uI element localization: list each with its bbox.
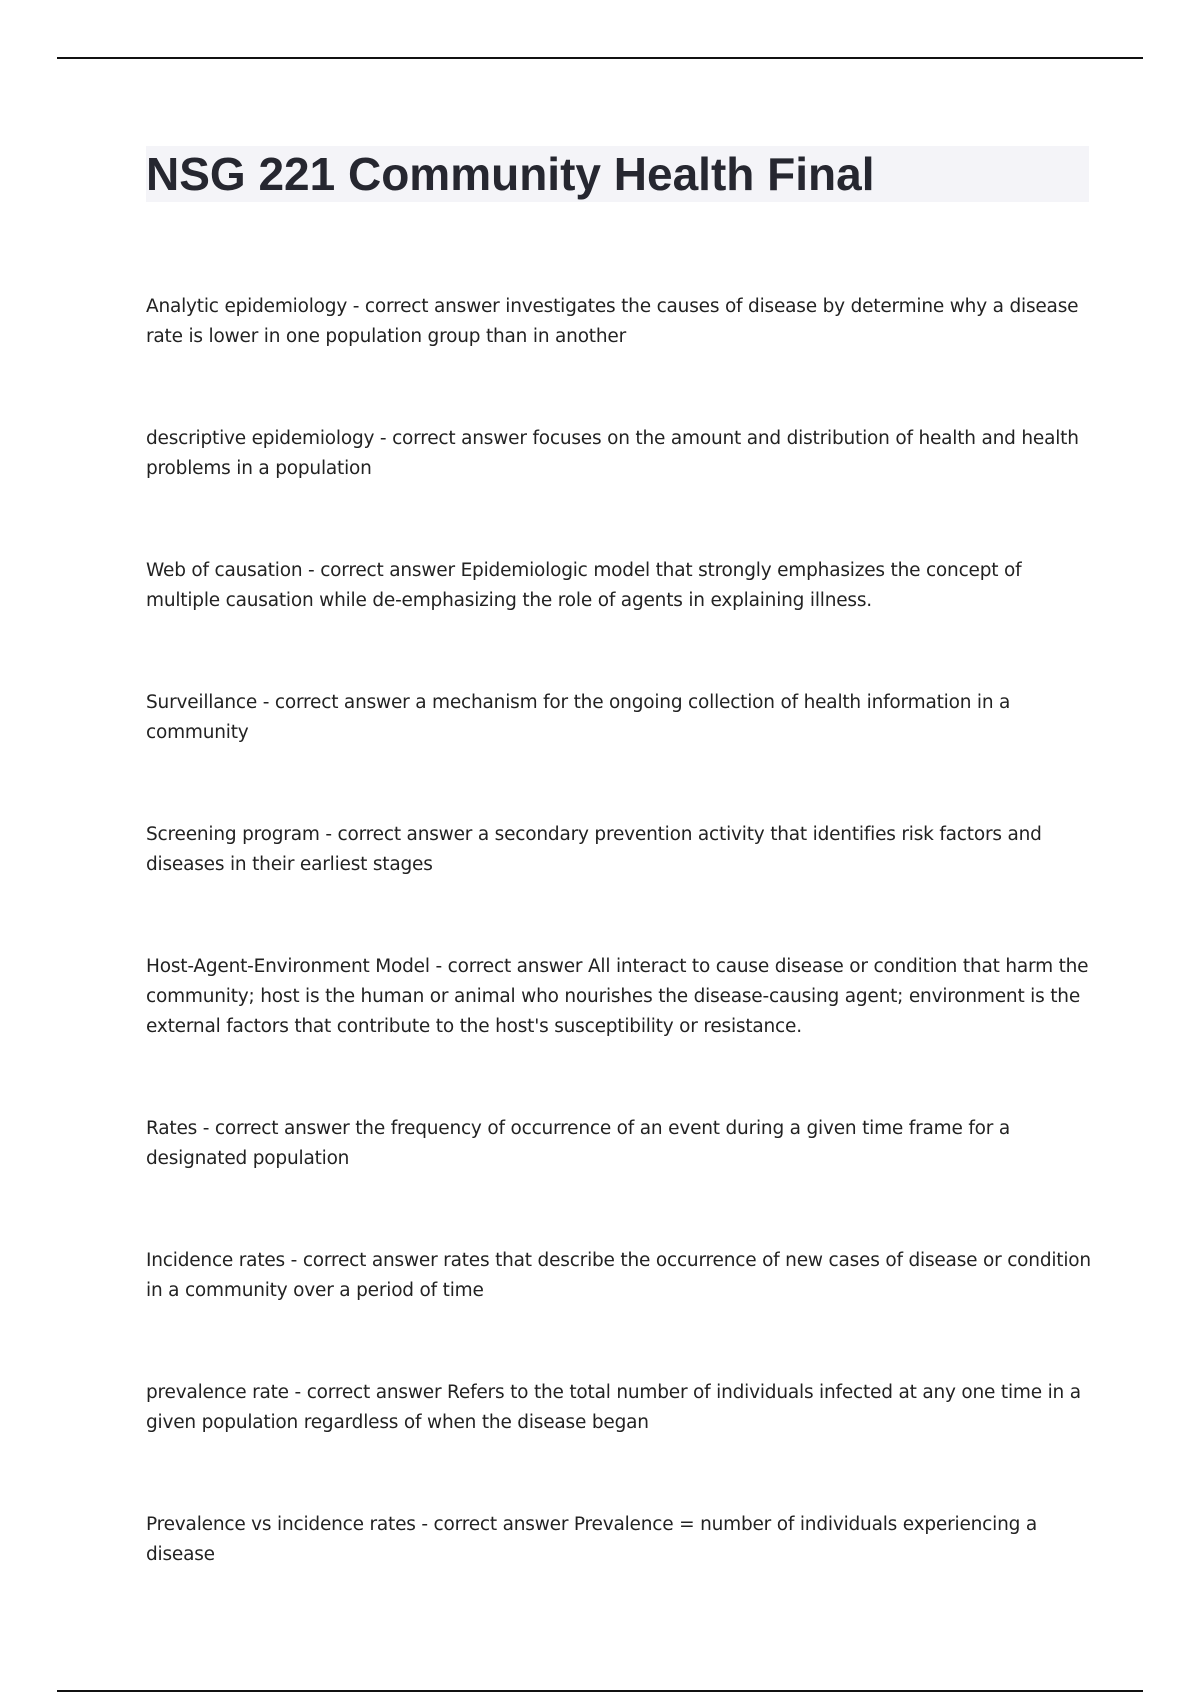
flashcard-entry: descriptive epidemiology - correct answer focuses on the amount and distribution of health and health problems in a population [146,428,1079,479]
flashcard-entry: Rates - correct answer the frequency of occurrence of an event during a given time frame for a designated population [146,1118,1010,1169]
top-divider [57,57,1143,59]
flashcard-entry: Host-Agent-Environment Model - correct answer All interact to cause disease or condition that harm the community; host is the human or animal who nourishes the disease-causing agent; environment is the external factors that contribute to the host's susceptibility or resistance. [146,956,1089,1037]
flashcard-entry: Surveillance - correct answer a mechanism for the ongoing collection of health information in a community [146,692,1011,743]
flashcard-entry: Prevalence vs incidence rates - correct answer Prevalence = number of individuals experiencing a disease [146,1514,1037,1565]
flashcard-entry: Incidence rates - correct answer rates that describe the occurrence of new cases of disease or condition in a community over a period of time [146,1250,1091,1301]
flashcard-list [146,292,1094,1642]
bottom-divider [57,1690,1143,1692]
flashcard-entry: Screening program - correct answer a secondary prevention activity that identifies risk factors and diseases in their earliest stages [146,824,1042,875]
flashcard-entry: prevalence rate - correct answer Refers to the total number of individuals infected at any one time in a given population regardless of when the disease began [146,1382,1081,1433]
page-title: NSG 221 Community Health Final [146,148,875,200]
flashcard-entry: Analytic epidemiology - correct answer investigates the causes of disease by determine why a disease rate is lower in one population group than in another [146,296,1079,347]
flashcard-entry: Web of causation - correct answer Epidemiologic model that strongly emphasizes the concept of multiple causation while de-emphasizing the role of agents in explaining illness. [146,560,1022,611]
